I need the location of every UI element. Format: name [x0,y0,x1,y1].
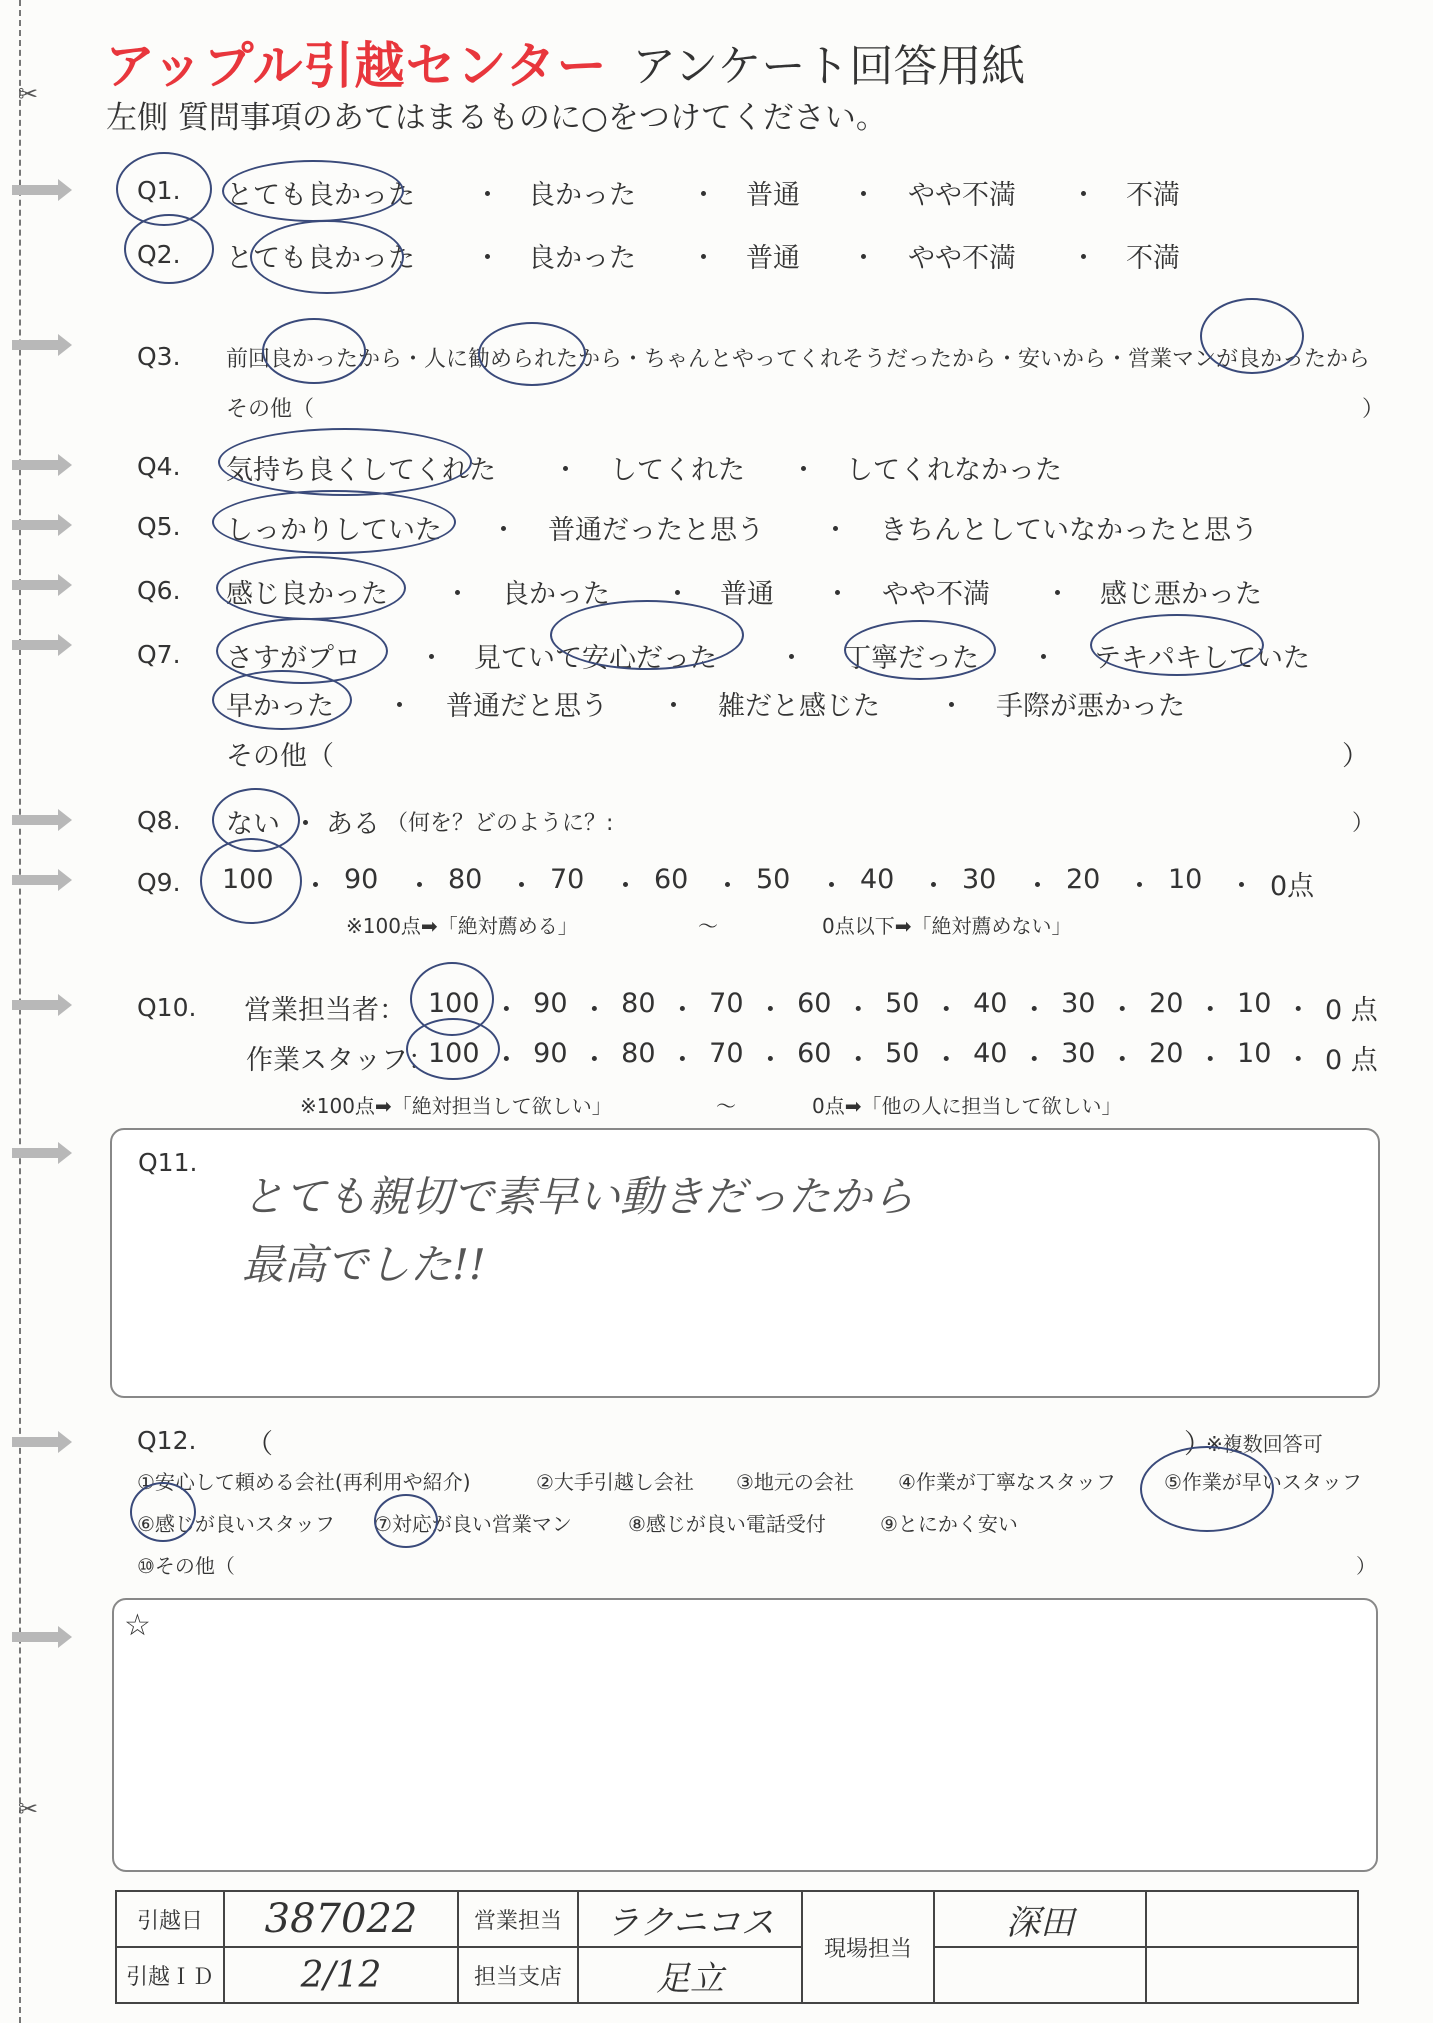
other-label: その他（ [226,741,334,772]
arrow-icon [12,1632,60,1642]
option[interactable]: 普通 [746,243,800,274]
option[interactable]: ⑥感じが良いスタッフ [137,1512,335,1536]
multi-answer-note: ※複数回答可 [1206,1432,1323,1456]
question-label: Q11. [138,1148,198,1177]
site-value-row2 [934,1947,1146,2003]
option[interactable]: 感じ悪かった [1100,579,1262,610]
sales-value: ラクニコス [578,1891,802,1947]
pen-circle [212,670,352,730]
option[interactable]: ⑦対応が良い営業マン [374,1512,572,1536]
score-option[interactable]: 40 [973,1038,1008,1069]
pen-circle [406,1018,500,1080]
score-option[interactable]: 10 [1237,988,1272,1019]
free-comment-box[interactable] [112,1598,1378,1872]
pen-circle [212,490,456,554]
option[interactable]: してくれた [610,455,745,486]
pen-circle [216,556,406,620]
option[interactable]: ⑨とにかく安い [880,1512,1018,1536]
option[interactable]: やや不満 [882,579,990,610]
star-icon: ☆ [124,1608,151,1643]
row-label: 作業スタッフ： [246,1045,435,1076]
option-line[interactable]: 前回良かったから・人に勧められたから・ちゃんとやってくれそうだったから・安いから・営業マンが良かったから [226,347,1371,372]
site-value-row2-extra [1146,1947,1358,2003]
form-title: アンケート回答用紙 [632,41,1026,92]
pen-circle [200,838,302,924]
option[interactable]: ④作業が丁寧なスタッフ [898,1470,1116,1494]
score-option[interactable]: 0点 [1270,871,1315,902]
score-option[interactable]: 90 [344,864,379,895]
score-option[interactable]: 60 [797,988,832,1019]
branch-value: 足立 [578,1947,802,2003]
option[interactable]: 普通だと思う [446,691,608,722]
pen-circle [130,1482,196,1542]
pen-circle [262,318,366,384]
scissors-icon: ✂ [18,1795,39,1823]
pen-circle [1090,614,1264,676]
option[interactable]: 丁寧だった [844,643,979,674]
pen-circle [550,600,744,670]
score-option[interactable]: 40 [973,988,1008,1019]
option[interactable]: 良かった [502,579,610,610]
office-info-table [115,1890,1359,2004]
arrow-icon [12,460,60,470]
pen-circle [222,160,404,222]
option[interactable]: ⑤作業が早いスタッフ [1164,1470,1362,1494]
arrow-icon [12,580,60,590]
q9-note-left: ※100点➡「絶対薦める」 [346,914,578,938]
site-value: 深田 [934,1891,1146,1947]
row-label: 営業担当者： [244,995,406,1026]
score-option[interactable]: 30 [962,864,997,895]
score-option[interactable]: 80 [621,988,656,1019]
score-option[interactable]: 70 [550,864,585,895]
move-id-label: 引越ＩＤ [116,1947,224,2003]
q10-note-left: ※100点➡「絶対担当して欲しい」 [300,1094,612,1118]
score-option[interactable]: 0 点 [1325,1045,1378,1076]
option[interactable]: 手際が悪かった [996,691,1185,722]
option[interactable]: ある [326,809,380,840]
pen-circle [478,322,586,386]
q10-note-right: 0点➡「他の人に担当して欲しい」 [812,1094,1122,1118]
site-value-extra [1146,1891,1358,1947]
move-id-value: 2/12 [224,1947,458,2003]
arrow-icon [12,185,60,195]
sales-score-row: 100 ・ 90 ・ 80 ・ 70 ・ 60 ・ 50 ・ 40 ・ 30 ・ 20 ・ 10 ・ 0 点 [428,988,1378,1026]
arrow-icon [12,1000,60,1010]
score-option[interactable]: 60 [654,864,689,895]
question-label: Q2. [137,240,181,269]
option[interactable]: 早かった [226,691,334,722]
sales-label: 営業担当 [458,1891,578,1947]
option[interactable]: やや不満 [908,180,1016,211]
move-date-label: 引越日 [116,1891,224,1947]
q8-prompt: （何を？どのように？: [386,811,614,836]
score-option[interactable]: 20 [1149,1038,1184,1069]
option[interactable]: 雑だと感じた [718,691,880,722]
option[interactable]: とても良かった [226,180,415,211]
arrow-icon [12,340,60,350]
pen-circle [218,428,472,496]
option[interactable]: 普通 [746,180,800,211]
arrow-icon [12,1148,60,1158]
brand-logo: アップル引越センター [105,37,608,95]
pen-circle [844,620,996,680]
arrow-icon [12,1437,60,1447]
question-label: Q8. [137,806,181,835]
branch-label: 担当支店 [458,1947,578,2003]
score-option[interactable]: 30 [1061,988,1096,1019]
arrow-icon [12,875,60,885]
question-label: Q12. [137,1426,197,1455]
handwritten-answer: 最高でした!! [242,1240,486,1289]
score-option[interactable]: 90 [533,1038,568,1069]
pen-circle [124,214,214,284]
option[interactable]: ③地元の会社 [736,1470,854,1494]
pen-circle [1200,298,1304,374]
option[interactable]: しっかりしていた [226,515,442,546]
instruction-text: 左側 質問事項のあてはまるものに○をつけてください。 [106,100,887,136]
arrow-icon [12,640,60,650]
option[interactable]: 普通 [720,579,774,610]
score-option[interactable]: 50 [756,864,791,895]
score-option[interactable]: 100 [222,864,274,895]
question-label: Q4. [137,452,181,481]
question-label: Q7. [137,640,181,669]
question-label: Q9. [137,868,181,897]
pen-circle [1140,1446,1274,1532]
score-option[interactable]: 60 [797,1038,832,1069]
scissors-icon: ✂ [18,80,39,108]
question-label: Q6. [137,576,181,605]
score-option[interactable]: 100 [428,988,480,1019]
perforation-line [19,0,21,2023]
option[interactable]: ⑧感じが良い電話受付 [628,1512,826,1536]
option[interactable]: とても良かった [226,243,415,274]
option[interactable]: ②大手引越し会社 [536,1470,694,1494]
score-option[interactable]: 70 [709,988,744,1019]
option[interactable]: やや不満 [908,243,1016,274]
q11-answer-box[interactable] [110,1128,1380,1398]
pen-circle [250,220,404,294]
score-option[interactable]: 20 [1066,864,1101,895]
option[interactable]: 不満 [1126,243,1180,274]
score-option[interactable]: 30 [1061,1038,1096,1069]
option[interactable]: きちんとしていなかったと思う [880,515,1258,546]
score-option[interactable]: 50 [885,1038,920,1069]
option[interactable]: 見ていて安心だった [474,643,717,674]
handwritten-answer: とても親切で素早い動きだったから [242,1172,915,1221]
question-label: Q5. [137,512,181,541]
option[interactable]: ①安心して頼める会社(再利用や紹介) [137,1470,471,1494]
staff-score-row: 100 ・ 90 ・ 80 ・ 70 ・ 60 ・ 50 ・ 40 ・ 30 ・ 20 ・ 10 ・ 0 点 [428,1038,1378,1076]
score-option[interactable]: 50 [885,988,920,1019]
score-option[interactable]: 70 [709,1038,744,1069]
option[interactable]: ない [226,809,280,840]
score-option[interactable]: 80 [621,1038,656,1069]
score-option[interactable]: 40 [860,864,895,895]
score-option[interactable]: 0 点 [1325,995,1378,1026]
option[interactable]: 普通だったと思う [548,515,764,546]
score-option[interactable]: 10 [1168,864,1203,895]
site-label: 現場担当 [802,1891,934,2003]
option[interactable]: 感じ良かった [226,579,388,610]
pen-circle [374,1494,438,1548]
score-option[interactable]: 20 [1149,988,1184,1019]
move-date-value: 387022 [224,1891,458,1947]
score-option[interactable]: 10 [1237,1038,1272,1069]
option[interactable]: 不満 [1126,180,1180,211]
question-label: Q10. [137,993,197,1022]
arrow-icon [12,815,60,825]
arrow-icon [12,520,60,530]
option[interactable]: テキパキしていた [1094,643,1310,674]
option[interactable]: してくれなかった [846,455,1062,486]
other-label: ⑩その他（ [137,1554,235,1578]
score-option[interactable]: 80 [448,864,483,895]
score-option[interactable]: 90 [533,988,568,1019]
question-label: Q3. [137,342,181,371]
other-label: その他（ [226,397,315,422]
q9-note-right: 0点以下➡「絶対薦めない」 [822,914,1072,938]
question-label: Q1. [137,176,181,205]
option[interactable]: 良かった [528,180,636,211]
option[interactable]: さすがプロ [226,643,361,674]
score-option[interactable]: 100 [428,1038,480,1069]
option[interactable]: 良かった [528,243,636,274]
option[interactable]: 気持ち良くしてくれた [226,455,496,486]
